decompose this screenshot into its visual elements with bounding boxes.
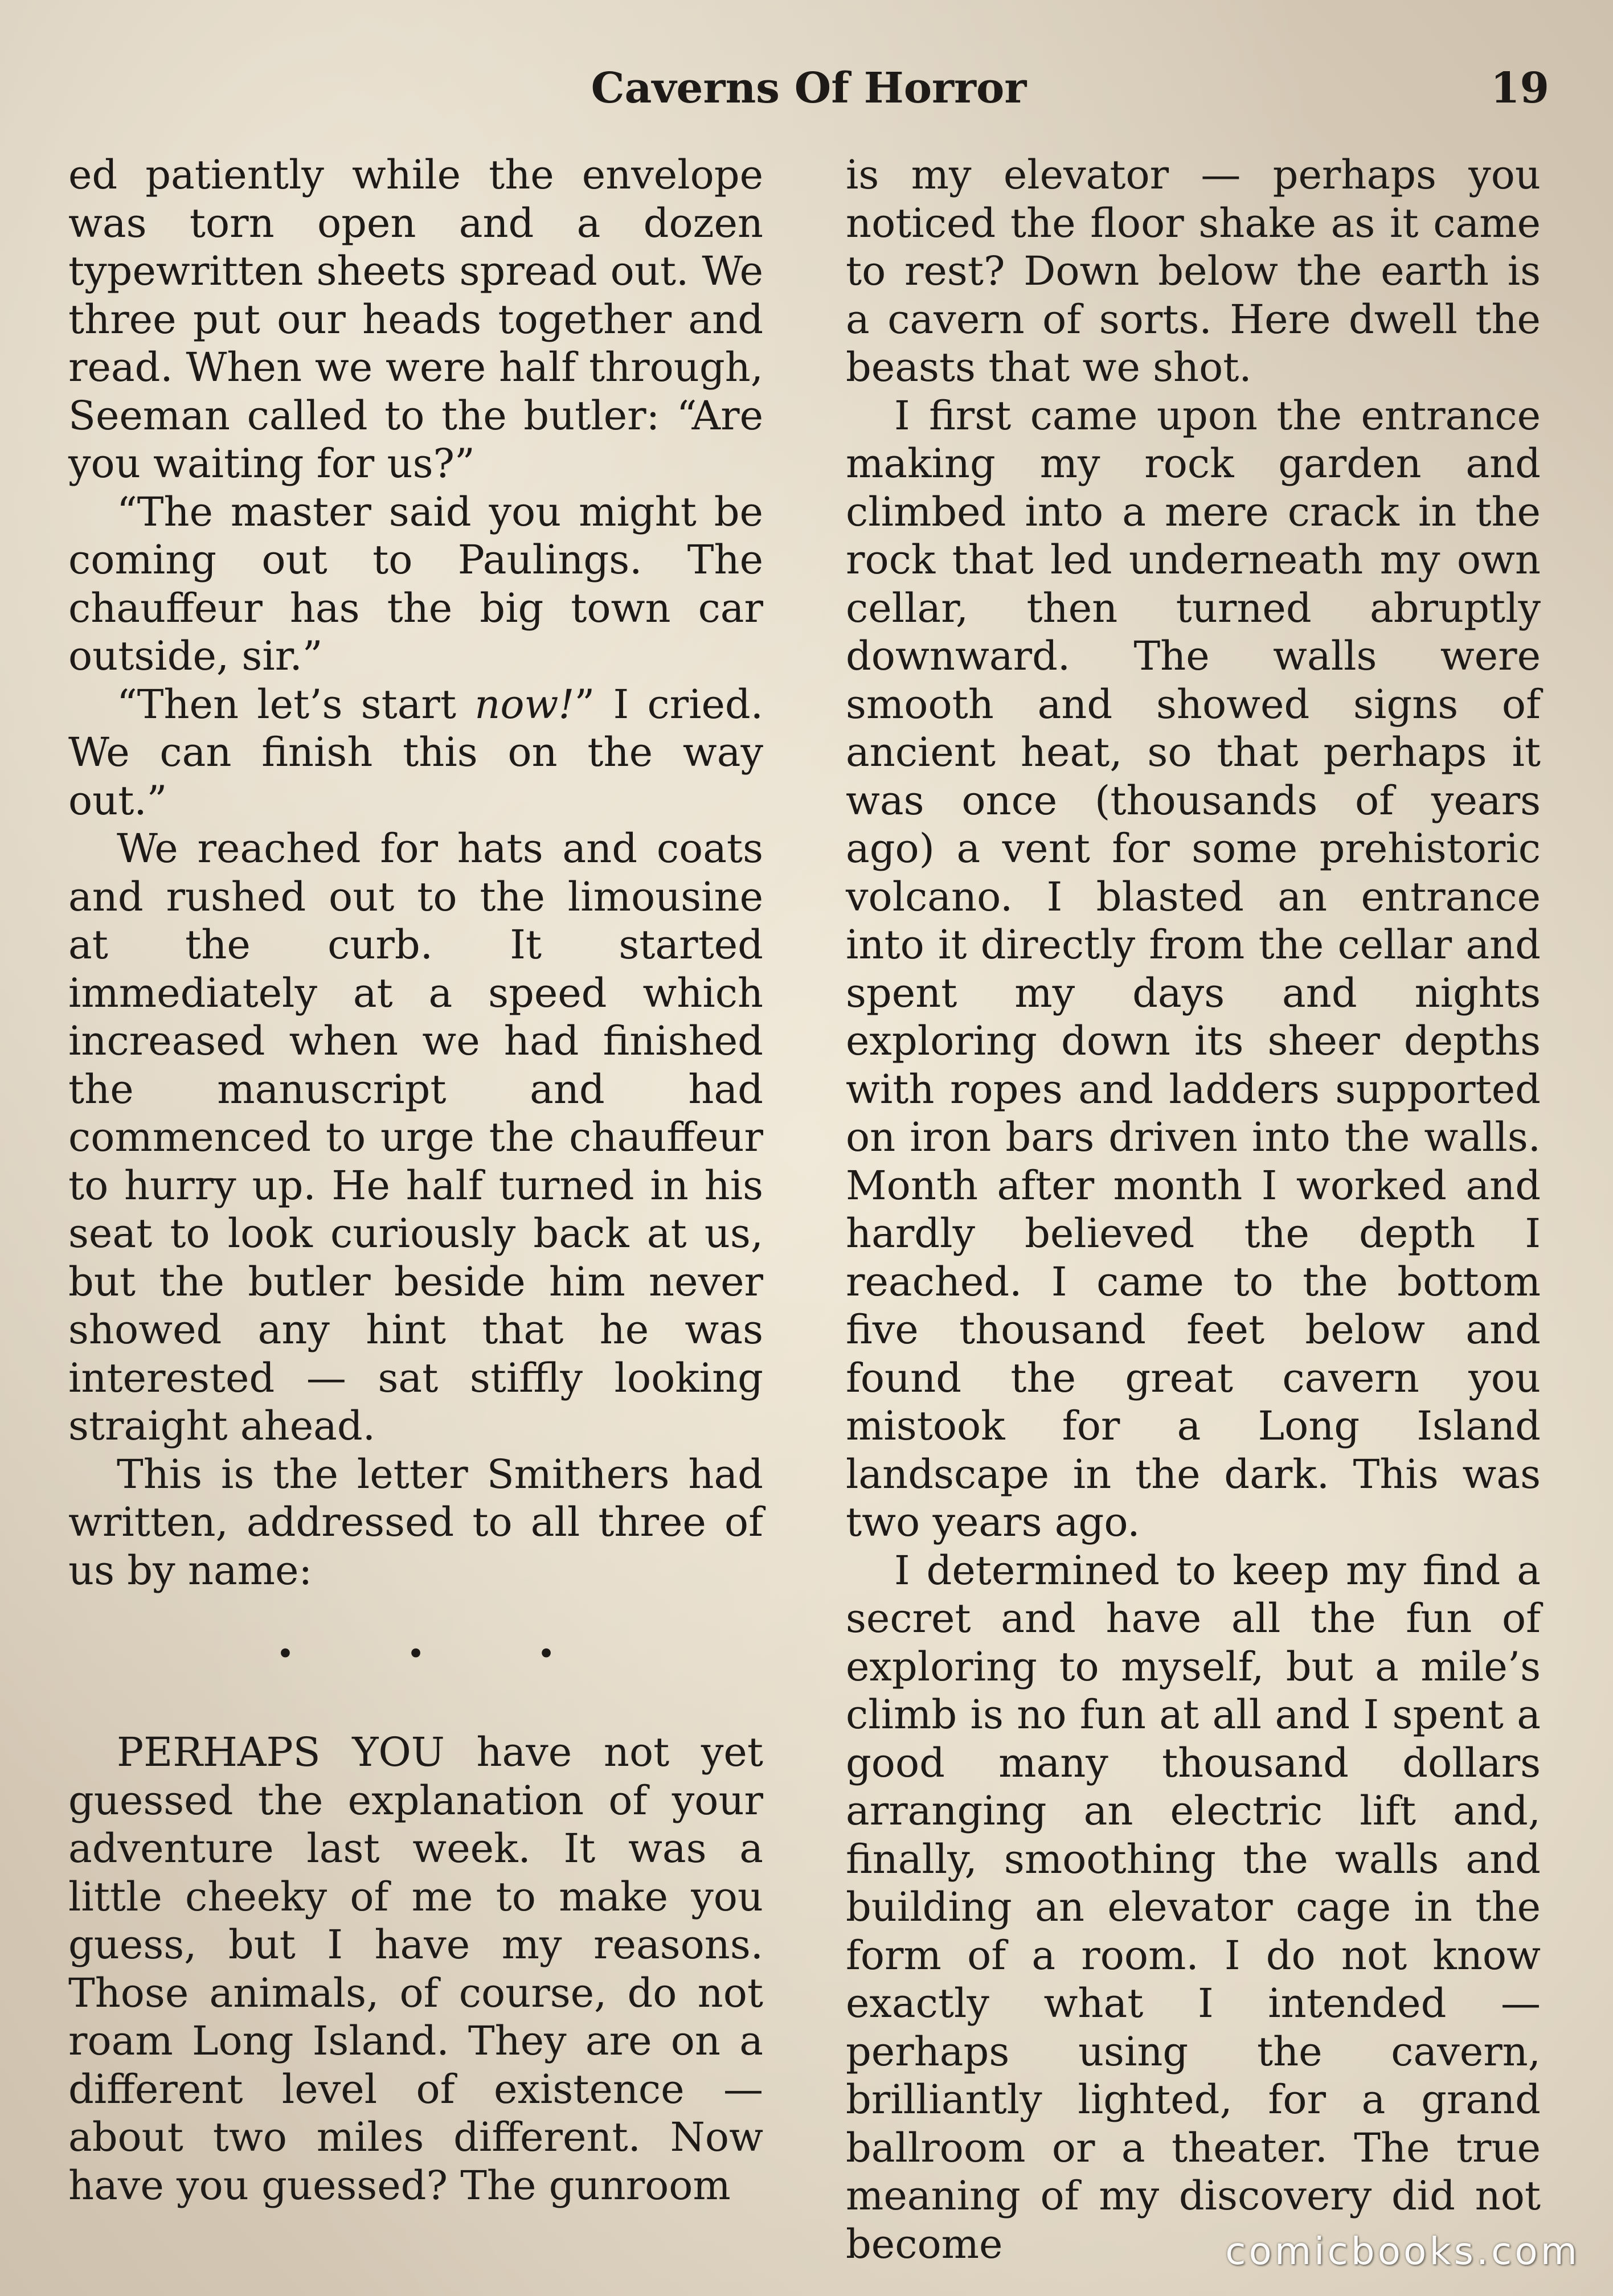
page-number: 19 [1491,64,1549,113]
paragraph [68,680,763,825]
running-header [68,54,1549,122]
right-column [846,151,1541,2268]
paragraph: This is the letter Smithers had written, addressed to all three of us by name: [68,1450,763,1594]
paragraph: is my elevator — perhaps you noticed the floor shake as it came to rest? Down below the earth is a cavern of sorts. Here dwell the beasts that we shot. [846,151,1541,391]
paragraph: ed patiently while the envelope was torn open and a dozen typewritten sheets spread out. We three put our heads together and read. When we were half through, Seeman called to the butler: “Are you waiting for us?” [68,151,763,487]
watermark: comicbooks.com [1225,2229,1580,2273]
text-run: ” I cried. We can finish this on the way out.” [68,680,763,824]
paragraph: PERHAPS YOU have not yet guessed the explanation of your adventure last week. It was a little cheeky of me to make you guess, but I have my reasons. Those animals, of course, do not roam Long Island. They are on a different level of existence — about two miles different. Now have you guessed? The gunroom [68,1729,763,2209]
section-divider: • • • [276,1636,607,1672]
paragraph: I first came upon the entrance making my rock garden and climbed into a mere crack in the rock that led underneath my own cellar, then turned abruptly downward. The walls were smooth and showed signs of ancient heat, so that perhaps it was once (thousands of years ago) a vent for some prehistoric volcano. I blasted an entrance into it directly from the cellar and spent my days and nights exploring down its sheer depths with ropes and ladders supported on iron bars driven into the walls. Month after month I worked and hardly believed the depth I reached. I came to the bottom five thousand feet below and found the great cavern you mistook for a Long Island landscape in the dark. This was two years ago. [846,392,1541,1545]
left-column [68,151,763,2209]
paragraph: We reached for hats and coats and rushed out to the limousine at the curb. It started immediately at a speed which increased when we had finished the manuscript and had commenced to urge the chauffeur to hurry up. He half turned in his seat to look curiously back at us, but the butler beside him never showed any hint that he was interested — sat stiffly looking straight ahead. [68,825,763,1449]
text-run: “Then let’s start [117,680,475,728]
page-title: Caverns Of Horror [591,64,1027,113]
emphasis-text: now! [474,680,575,728]
paragraph: I determined to keep my find a secret and have all the fun of exploring to myself, but a mile’s climb is no fun at all and I spent a good many thousand dollars arranging an electric lift and, finally, smoothing the walls and building an elevator cage in the form of a room. I do not know exactly what I intended — perhaps using the cavern, brilliantly lighted, for a grand ballroom or a theater. The true meaning of my discovery did not become [846,1547,1541,2268]
paragraph [68,488,763,680]
text-run: “The master said you might be coming out to Paulings. The chauffeur has the big town car outside, sir.” [68,488,763,679]
